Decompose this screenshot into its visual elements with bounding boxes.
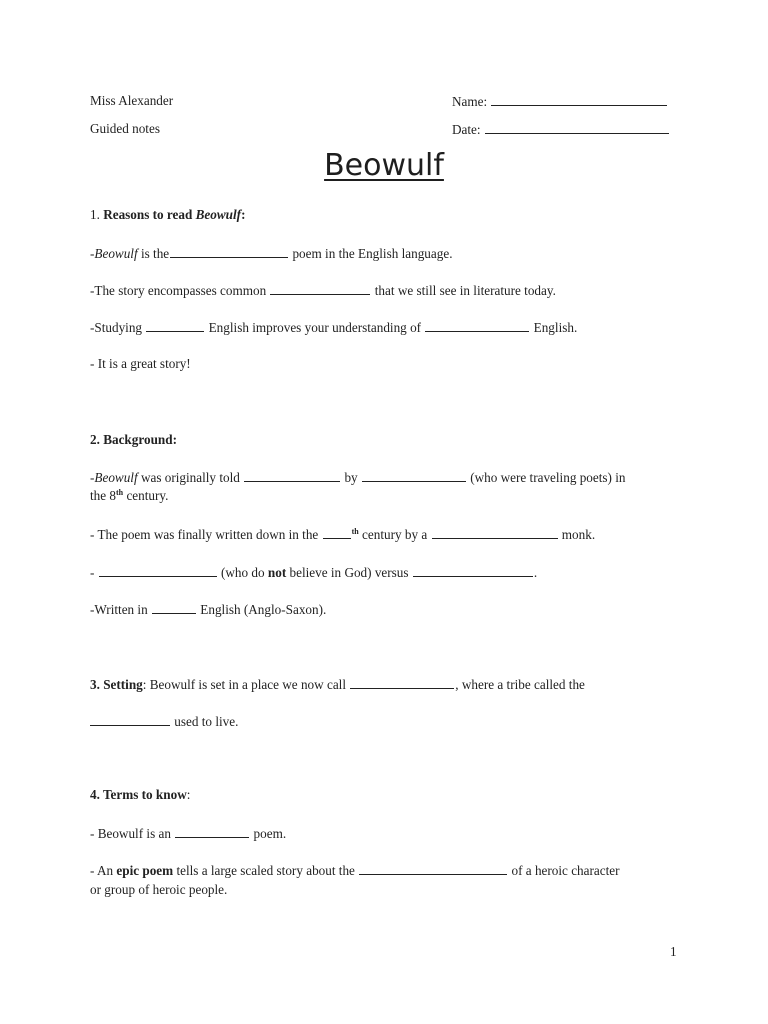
section-4-line-2: - An epic poem tells a large scaled story about the of a heroic character xyxy=(90,863,620,878)
name-blank[interactable] xyxy=(491,93,667,106)
section-2-line-2: - The poem was finally written down in the $^{th}$ century by a monk. xyxy=(90,527,596,542)
blank-5[interactable] xyxy=(244,469,340,482)
section-4-line-1: - Beowulf is an poem. xyxy=(90,826,287,841)
blank-2[interactable] xyxy=(270,282,370,295)
teacher-name: Miss Alexander xyxy=(90,93,174,108)
section-2-line-1: -Beowulf was originally told by (who were traveling poets) in xyxy=(90,470,626,485)
section-3-line-2: used to live. xyxy=(90,713,238,730)
blank-8[interactable] xyxy=(432,526,558,539)
date-field xyxy=(452,121,670,138)
date-label: Date: xyxy=(452,122,481,137)
blank-15[interactable] xyxy=(359,862,507,875)
section-1-line-1: -Beowulf is the poem in the English language. xyxy=(90,246,453,261)
blank-6[interactable] xyxy=(362,469,466,482)
blank-11[interactable] xyxy=(152,601,196,614)
blank-9[interactable] xyxy=(99,564,217,577)
blank-10[interactable] xyxy=(413,564,533,577)
section-1-line-4: - It is a great story! xyxy=(90,356,191,371)
date-blank[interactable] xyxy=(485,121,669,134)
name-field xyxy=(452,93,668,110)
name-label: Name: xyxy=(452,94,488,109)
section-3-line-1: 3. Setting: Beowulf is set in a place we now call , where a tribe called the xyxy=(90,677,585,692)
section-1-line-3: -Studying English improves your understanding of English. xyxy=(90,320,578,335)
page-number: 1 xyxy=(670,944,677,959)
section-2-heading: 2. Background: xyxy=(90,432,177,447)
blank-12[interactable] xyxy=(350,676,454,689)
blank-13[interactable] xyxy=(90,713,170,726)
section-2-line-1-cont: the 8th century. xyxy=(90,488,169,503)
blank-14[interactable] xyxy=(175,825,249,838)
blank-4[interactable] xyxy=(425,319,529,332)
section-4-heading: 4. Terms to know: xyxy=(90,787,191,802)
blank-7[interactable] xyxy=(323,526,351,539)
section-4-line-2-cont: or group of heroic people. xyxy=(90,882,228,897)
page-title: Beowulf xyxy=(324,148,444,183)
section-2-line-4: -Written in English (Anglo-Saxon). xyxy=(90,602,327,617)
section-1-line-2: -The story encompasses common that we still see in literature today. xyxy=(90,283,556,298)
section-2-line-3: - (who do not believe in God) versus . xyxy=(90,565,538,580)
blank-1[interactable] xyxy=(170,245,288,258)
section-1-heading: 1. Reasons to read Beowulf: xyxy=(90,207,246,222)
blank-3[interactable] xyxy=(146,319,204,332)
guided-notes-label: Guided notes xyxy=(90,121,160,136)
